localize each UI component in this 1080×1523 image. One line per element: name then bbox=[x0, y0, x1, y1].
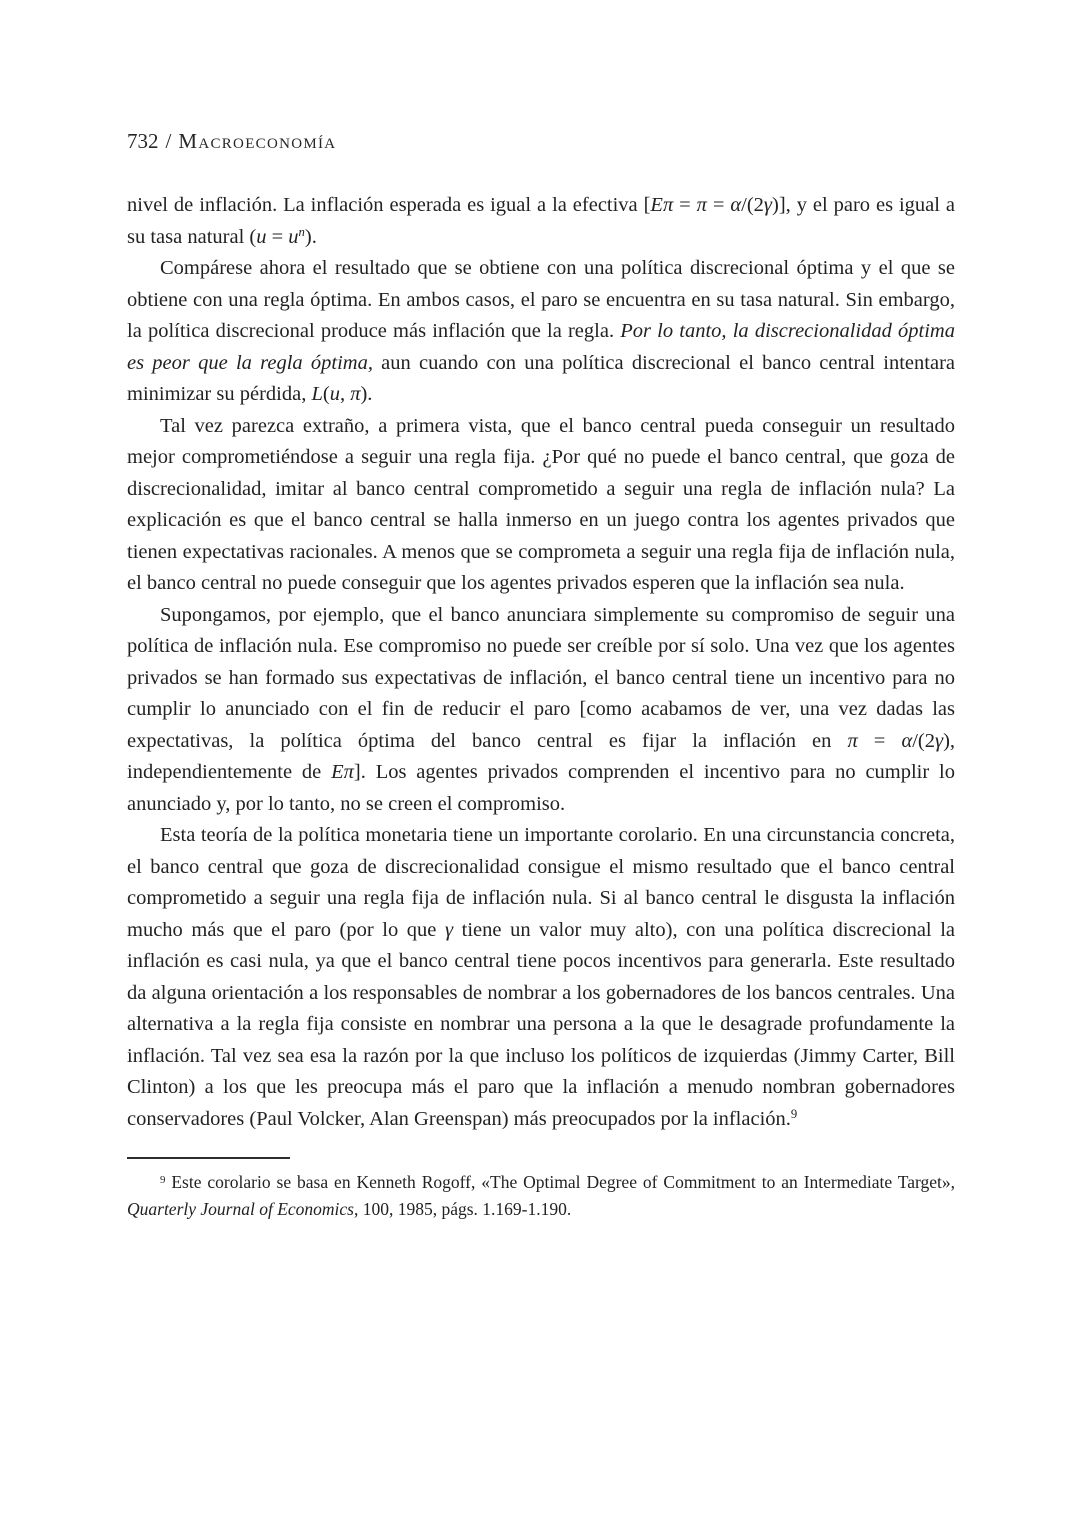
body-text bbox=[127, 190, 955, 1135]
section-title: Macroeconomía bbox=[178, 129, 337, 153]
footnote-separator-rule bbox=[127, 1157, 290, 1159]
paragraph-1: nivel de inflación. La inflación esperada es igual a la efectiva [Eπ = π = α/(2γ)], y el paro es igual a su tasa natural $(u = u^n)$. bbox=[127, 194, 956, 248]
footnote-text: $^9$ Este corolario se basa en Kenneth Rogoff, «The Optimal Degree of Commitment to an Intermediate Target», Quarterly Journal of Economics, 100, 1985, págs. 1.169-1.190. bbox=[127, 1172, 955, 1219]
paragraph-5: Esta teoría de la política monetaria tiene un importante corolario. En una circunstancia concreta, el banco central que goza de discrecionalidad consigue el mismo resultado que el banco central comprometido a seguir una regla fija de inflación nula. Si al banco central le disgusta la inflación mucho más que el paro (por lo que γ tiene un valor muy alto), con una política discrecional la inflación es casi nula, ya que el banco central tiene pocos incentivos para generarla. Este resultado da alguna orientación a los responsables de nombrar a los gobernadores de los bancos centrales. Una alternativa a la regla fija consiste en nombrar una persona a la que le desagrade profundamente la inflación. Tal vez sea esa la razón por la que incluso los políticos de izquierdas (Jimmy Carter, Bill Clinton) a los que les preocupa más el paro que la inflación a menudo nombran gobernadores conservadores (Paul Volcker, Alan Greenspan) más preocupados por la inflación.$^9$ bbox=[127, 824, 956, 1130]
page-number: 732 bbox=[127, 129, 159, 153]
footnote bbox=[127, 1157, 955, 1222]
paragraph-2: Compárese ahora el resultado que se obtiene con una política discrecional óptima y el que se obtiene con una regla óptima. En ambos casos, el paro se encuentra en su tasa natural. Sin embargo, la política discrecional produce más inflación que la regla. Por lo tanto, la discrecionalidad óptima es peor que la regla óptima, aun cuando con una política discrecional el banco central intentara minimizar su pérdida, L(u, π). bbox=[127, 257, 956, 405]
page-header bbox=[127, 129, 955, 153]
paragraph-3: Tal vez parezca extraño, a primera vista, que el banco central pueda conseguir un resultado mejor comprometiéndose a seguir una regla fija. ¿Por qué no puede el banco central, que goza de discrecionalidad, imitar al banco central comprometido a seguir una regla de inflación nula? La explicación es que el banco central se halla inmerso en un juego contra los agentes privados que tienen expectativas racionales. A menos que se comprometa a seguir una regla fija de inflación nula, el banco central no puede conseguir que los agentes privados esperen que la inflación sea nula. bbox=[127, 414, 955, 594]
paragraph-4: Supongamos, por ejemplo, que el banco anunciara simplemente su compromiso de seguir una política de inflación nula. Ese compromiso no puede ser creíble por sí solo. Una vez que los agentes privados se han formado sus expectativas de inflación, el banco central tiene un incentivo para no cumplir lo anunciado con el fin de reducir el paro [como acabamos de ver, una vez dadas las expectativas, la política óptima del banco central es fijar la inflación en π = α/(2γ), independientemente de Eπ]. Los agentes privados comprenden el incentivo para no cumplir lo anunciado y, por lo tanto, no se creen el compromiso. bbox=[127, 603, 956, 815]
header-separator: / bbox=[165, 129, 172, 153]
